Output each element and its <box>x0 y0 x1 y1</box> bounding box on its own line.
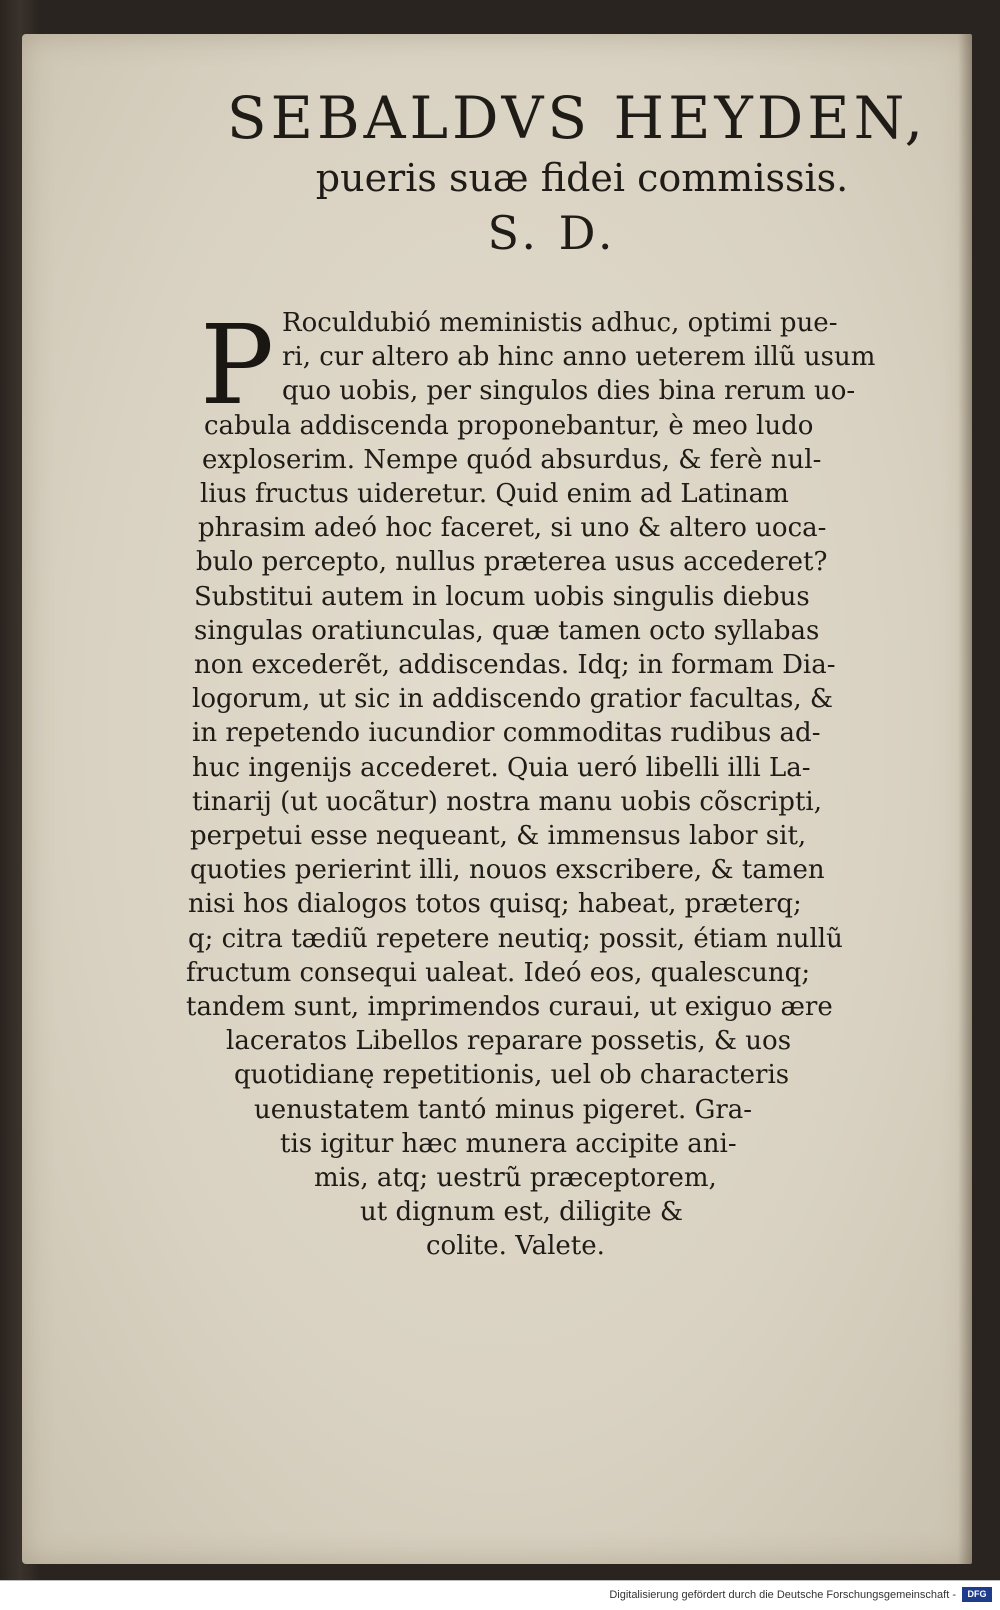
heading-dedication: pueris suæ fidei commissis. <box>315 156 849 200</box>
book-page <box>22 34 972 1564</box>
text-line: laceratos Libellos reparare possetis, & uos <box>226 1026 792 1057</box>
text-line: perpetui esse nequeant, & immensus labor sit, <box>190 821 807 852</box>
text-line: Roculdubió meministis adhuc, optimi pue- <box>282 308 838 338</box>
text-line: quo uobis, per singulos dies bina rerum uo- <box>282 376 856 407</box>
text-line: exploserim. Nempe quód absurdus, & ferè nul- <box>202 444 822 475</box>
text-line: cabula addiscenda proponebantur, è meo ludo <box>204 410 814 441</box>
page-text <box>22 34 972 1564</box>
text-line: tinarij (ut uocãtur) nostra manu uobis cõscripti, <box>192 786 822 817</box>
funding-credit: Digitalisierung gefördert durch die Deutsche Forschungsgemeinschaft - <box>609 1589 956 1601</box>
text-line: q; citra tædiũ repetere neutiq; possit, étiam nullũ <box>188 923 843 954</box>
text-line: singulas oratiunculas, quæ tamen octo syllabas <box>194 615 820 646</box>
text-line: logorum, ut sic in addiscendo gratior facultas, & <box>192 684 833 715</box>
drop-cap-initial: P <box>200 301 275 429</box>
text-line: uenustatem tantó minus pigeret. Gra- <box>254 1094 753 1125</box>
heading-author: SEBALDVS HEYDEN, <box>226 84 928 152</box>
text-line: ut dignum est, diligite & <box>360 1197 683 1228</box>
text-line: fructum consequi ualeat. Ideó eos, qualescunq; <box>186 957 811 988</box>
text-line: phrasim adeó hoc faceret, si uno & altero uoca- <box>198 513 827 544</box>
heading-salutation: S. D. <box>487 206 617 260</box>
text-line: non excederẽt, addiscendas. Idq; in formam Dia- <box>194 650 836 681</box>
footer-bar <box>0 1580 1000 1610</box>
text-line: in repetendo iucundior commoditas rudibus ad- <box>192 718 821 749</box>
text-line: lius fructus uideretur. Quid enim ad Latinam <box>200 479 789 510</box>
text-line: nisi hos dialogos totos quisq; habeat, præterq; <box>188 889 802 920</box>
text-line: tandem sunt, imprimendos curaui, ut exiguo ære <box>186 992 833 1023</box>
dfg-logo-icon: DFG <box>962 1587 992 1602</box>
text-line: tis igitur hæc munera accipite ani- <box>280 1128 737 1159</box>
text-line: ri, cur altero ab hinc anno ueterem illũ usum <box>282 342 876 373</box>
text-line: colite. Valete. <box>426 1231 605 1262</box>
text-line: huc ingenijs accederet. Quia ueró libelli illi La- <box>192 752 811 783</box>
body-text <box>182 301 952 1264</box>
text-line: quoties perierint illi, nouos exscribere, & tamen <box>190 855 825 886</box>
text-line: Substitui autem in locum uobis singulis diebus <box>194 581 810 612</box>
text-line: bulo percepto, nullus præterea usus accederet? <box>196 547 828 578</box>
text-line: quotidianę repetitionis, uel ob characteris <box>234 1060 790 1091</box>
text-line: mis, atq; uestrũ præceptorem, <box>314 1163 717 1194</box>
